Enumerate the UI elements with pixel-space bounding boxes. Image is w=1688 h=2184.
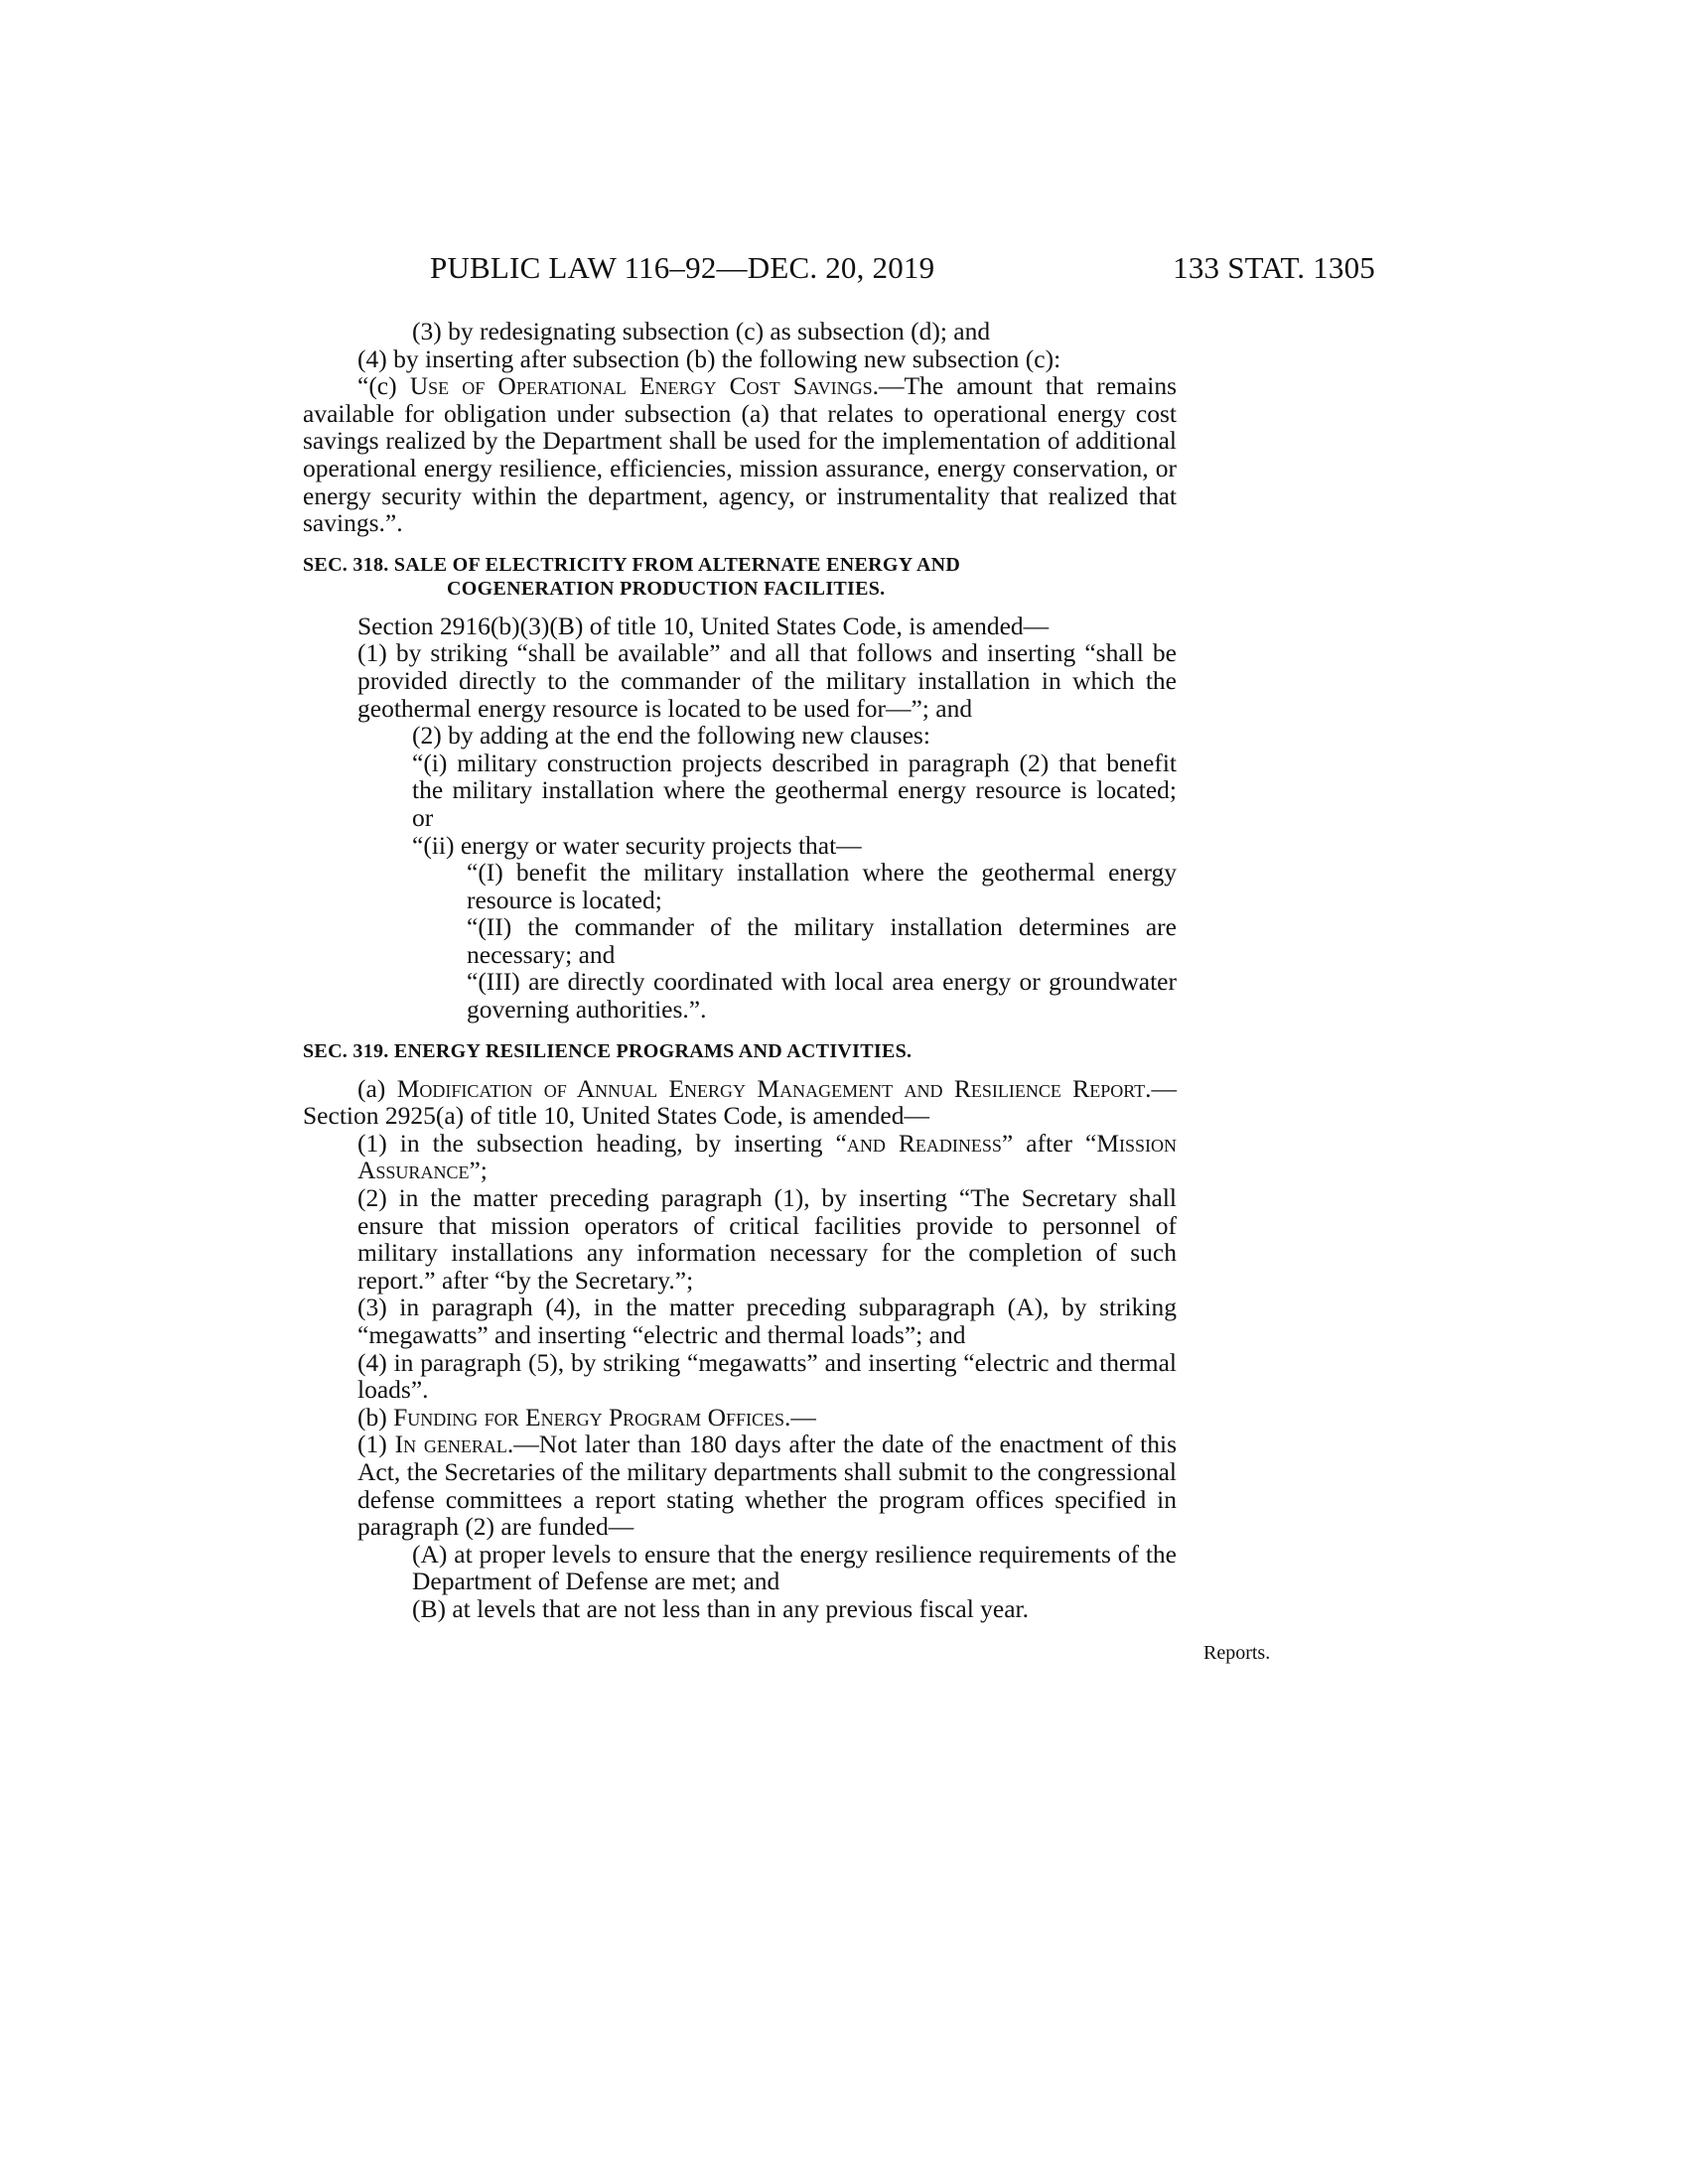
section-heading-319: SEC. 319. ENERGY RESILIENCE PROGRAMS AND ACTIVITIES. — [303, 1039, 913, 1062]
subsection-heading: Modification of Annual Energy Management and Resilience Report — [396, 1073, 1146, 1103]
paragraph: (3) by redesignating subsection (c) as subsection (d); and — [412, 317, 991, 345]
paragraph: Section 2916(b)(3)(B) of title 10, United States Code, is amended— — [357, 611, 1050, 640]
quoted-subsection-c: “(c) Use of Operational Energy Cost Savings.—The amount that remains available for obligation under subsection (a) that relates to operational energy cost savings realized by the Department shall be used for the implementation of additional operational energy resilience, efficiencies, mission assurance, energy conservation, or energy security within the department, agency, or instrumentality that realized that savings.”. — [303, 371, 1178, 538]
subclause-II: “(II) the commander of the military installation determines are necessary; and — [467, 912, 1177, 969]
paragraph: (1) In general.—Not later than 180 days after the date of the enactment of this Act, the Secretaries of the military departments shall submit to the congressional defense committees a report stating whether the program offices specified in paragraph (2) are funded— — [357, 1430, 1178, 1542]
subclause-I: “(I) benefit the military installation where the geothermal energy resource is located; — [467, 858, 1177, 914]
paragraph: (1) in the subsection heading, by inserting “and Readiness” after “Mission Assurance”; — [357, 1128, 1178, 1185]
clause-i: “(i) military construction projects described in paragraph (2) that benefit the military installation where the geothermal energy resource is located; or — [412, 748, 1177, 832]
subsection-heading: Funding for Energy Program Offices — [393, 1402, 785, 1432]
paragraph: (4) in paragraph (5), by striking “megawatts” and inserting “electric and thermal loads”. — [357, 1347, 1177, 1405]
subsection-heading: Use of Operational Energy Cost Savings — [409, 371, 873, 401]
subsection-b: (b) Funding for Energy Program Offices.— — [357, 1402, 816, 1432]
subclause-III: “(III) are directly coordinated with local area energy or groundwater governing authorities.”. — [467, 967, 1177, 1024]
paragraph: (4) by inserting after subsection (b) the following new subsection (c): — [357, 343, 1061, 373]
section-heading-318: SEC. 318. SALE OF ELECTRICITY FROM ALTERNATE ENERGY AND COGENERATION PRODUCTION FACILITIES. — [303, 553, 961, 600]
subparagraph-A: (A) at proper levels to ensure that the energy resilience requirements of the Department of Defense are met; and — [412, 1539, 1177, 1596]
body-text-column — [303, 318, 1177, 1623]
subparagraph-B: (B) at levels that are not less than in any previous fiscal year. — [412, 1593, 1030, 1623]
subsection-a: (a) Modification of Annual Energy Management and Resilience Report.—Section 2925(a) of title 10, United States Code, is amended— — [303, 1073, 1177, 1131]
margin-note-reports: Reports. — [1203, 1642, 1271, 1664]
paragraph: (2) in the matter preceding paragraph (1), by inserting “The Secretary shall ensure that mission operators of critical facilities provide to personnel of military installations any information necessary for the completion of such report.” after “by the Secretary.”; — [357, 1183, 1177, 1295]
paragraph: (2) by adding at the end the following new clauses: — [412, 721, 930, 751]
running-header-page-number: 133 STAT. 1305 — [1173, 250, 1375, 285]
paragraph: (3) in paragraph (4), in the matter preceding subparagraph (A), by striking “megawatts” and inserting “electric and thermal loads”; and — [357, 1293, 1177, 1349]
clause-ii: “(ii) energy or water security projects that— — [412, 830, 862, 860]
paragraph: (1) by striking “shall be available” and all that follows and inserting “shall be provided directly to the commander of the military installation in which the geothermal energy resource is located to be used for—”; and — [357, 638, 1177, 723]
running-header-title: PUBLIC LAW 116–92—DEC. 20, 2019 — [430, 250, 935, 285]
